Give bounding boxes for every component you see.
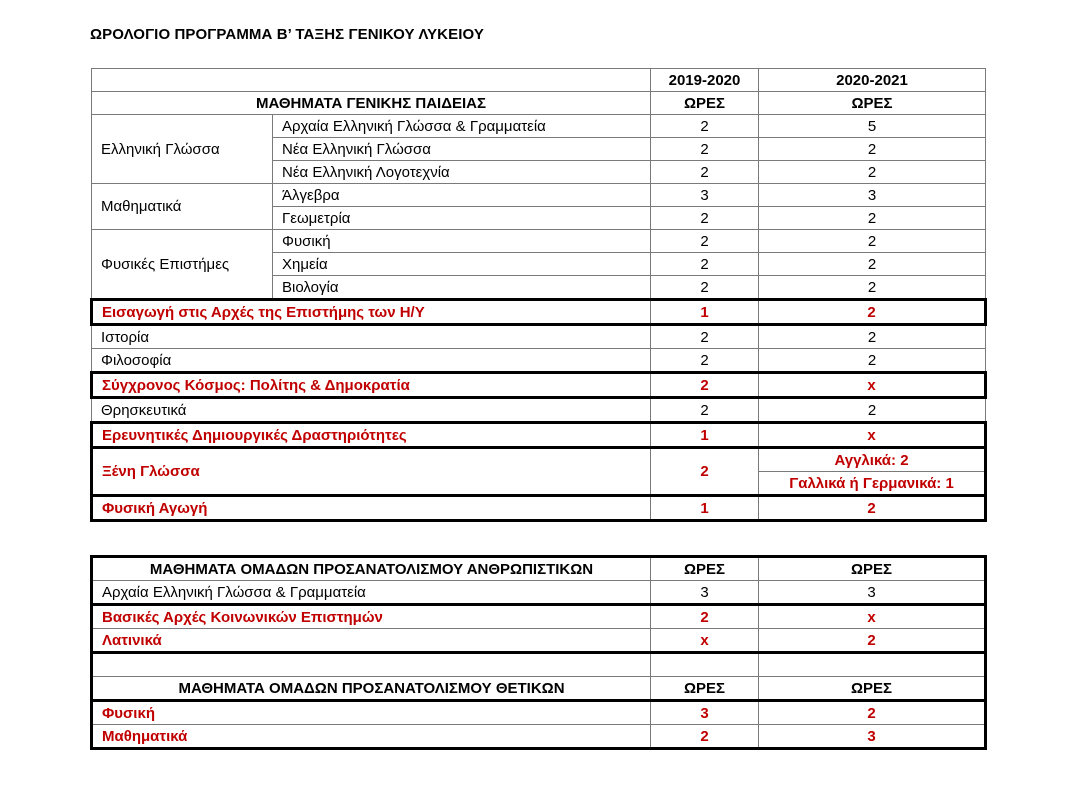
- group-label: Μαθηματικά: [92, 184, 273, 230]
- hours-2019: 1: [651, 496, 759, 521]
- subject-name: Φυσική: [92, 701, 651, 725]
- subject-name: Φυσική: [273, 230, 651, 253]
- hours-2019: 2: [651, 230, 759, 253]
- hours-2019: 1: [651, 423, 759, 448]
- subject-name: Ξένη Γλώσσα: [92, 448, 651, 496]
- hours-2019: 2: [651, 207, 759, 230]
- hours-label: ΩΡΕΣ: [759, 557, 986, 581]
- science-heading: ΜΑΘΗΜΑΤΑ ΟΜΑΔΩΝ ΠΡΟΣΑΝΑΤΟΛΙΣΜΟΥ ΘΕΤΙΚΩΝ: [92, 677, 651, 701]
- general-education-table: [90, 68, 987, 522]
- hours-2019: 2: [651, 253, 759, 276]
- hours-2020: 3: [759, 725, 986, 749]
- general-education-heading: ΜΑΘΗΜΑΤΑ ΓΕΝΙΚΗΣ ΠΑΙΔΕΙΑΣ: [92, 92, 651, 115]
- spacer-row: [92, 653, 986, 677]
- table-row: [92, 349, 986, 373]
- group-label: Ελληνική Γλώσσα: [92, 115, 273, 184]
- subject-name: Θρησκευτικά: [92, 398, 651, 423]
- hours-label: ΩΡΕΣ: [651, 677, 759, 701]
- orientation-groups-table: [90, 555, 987, 750]
- hours-2020: 2: [759, 207, 986, 230]
- section-header-row: [92, 677, 986, 701]
- hours-2019: 3: [651, 581, 759, 605]
- subject-name: Βιολογία: [273, 276, 651, 300]
- hours-2019: 2: [651, 325, 759, 349]
- hours-2019: 2: [651, 138, 759, 161]
- subject-name: Μαθηματικά: [92, 725, 651, 749]
- highlighted-row: [92, 448, 986, 472]
- hours-2019: 2: [651, 161, 759, 184]
- hours-2019: 2: [651, 605, 759, 629]
- subject-name: Εισαγωγή στις Αρχές της Επιστήμης των Η/Υ: [92, 300, 651, 325]
- hours-2020: x: [759, 605, 986, 629]
- blank-cell: [92, 69, 651, 92]
- hours-2019: 1: [651, 300, 759, 325]
- hours-2019: 3: [651, 184, 759, 207]
- hours-2020: 2: [759, 253, 986, 276]
- hours-label: ΩΡΕΣ: [759, 677, 986, 701]
- hours-2020: 2: [759, 398, 986, 423]
- hours-2020: 2: [759, 138, 986, 161]
- year-2019-2020: 2019-2020: [651, 69, 759, 92]
- hours-2020: 3: [759, 184, 986, 207]
- hours-2020-english: Αγγλικά: 2: [759, 448, 986, 472]
- hours-2020: 2: [759, 300, 986, 325]
- hours-2020: 2: [759, 701, 986, 725]
- group-label: Φυσικές Επιστήμες: [92, 230, 273, 300]
- subject-name: Νέα Ελληνική Λογοτεχνία: [273, 161, 651, 184]
- highlighted-row: [92, 373, 986, 398]
- table-row: [92, 325, 986, 349]
- hours-label: ΩΡΕΣ: [759, 92, 986, 115]
- table-row: [92, 398, 986, 423]
- table-row: [92, 581, 986, 605]
- table-row: [92, 230, 986, 253]
- hours-2020: 2: [759, 349, 986, 373]
- hours-2020: 2: [759, 161, 986, 184]
- hours-2019: 3: [651, 701, 759, 725]
- blank-cell: [92, 653, 651, 677]
- hours-label: ΩΡΕΣ: [651, 92, 759, 115]
- subject-name: Χημεία: [273, 253, 651, 276]
- hours-2020: 2: [759, 325, 986, 349]
- hours-2019: 2: [651, 276, 759, 300]
- hours-2020: 2: [759, 496, 986, 521]
- hours-label: ΩΡΕΣ: [651, 557, 759, 581]
- hours-2019: 2: [651, 115, 759, 138]
- year-2020-2021: 2020-2021: [759, 69, 986, 92]
- table-row: [92, 115, 986, 138]
- hours-2019: 2: [651, 448, 759, 496]
- subject-name: Λατινικά: [92, 629, 651, 653]
- highlighted-row: [92, 701, 986, 725]
- hours-2020: x: [759, 423, 986, 448]
- highlighted-row: [92, 629, 986, 653]
- subject-name: Αρχαία Ελληνική Γλώσσα & Γραμματεία: [273, 115, 651, 138]
- blank-cell: [651, 653, 759, 677]
- subject-name: Ερευνητικές Δημιουργικές Δραστηριότητες: [92, 423, 651, 448]
- hours-2019: 2: [651, 373, 759, 398]
- hours-2020-french-german: Γαλλικά ή Γερμανικά: 1: [759, 472, 986, 496]
- subject-name: Άλγεβρα: [273, 184, 651, 207]
- table-row: [92, 184, 986, 207]
- section-header-row: [92, 92, 986, 115]
- subject-name: Φιλοσοφία: [92, 349, 651, 373]
- hours-2019: 2: [651, 349, 759, 373]
- subject-name: Φυσική Αγωγή: [92, 496, 651, 521]
- year-header-row: [92, 69, 986, 92]
- subject-name: Αρχαία Ελληνική Γλώσσα & Γραμματεία: [92, 581, 651, 605]
- highlighted-row: [92, 605, 986, 629]
- hours-2020: 5: [759, 115, 986, 138]
- page-title: ΩΡΟΛΟΓΙΟ ΠΡΟΓΡΑΜΜΑ Β’ ΤΑΞΗΣ ΓΕΝΙΚΟΥ ΛΥΚΕΙΟΥ: [90, 26, 484, 43]
- subject-name: Νέα Ελληνική Γλώσσα: [273, 138, 651, 161]
- hours-2020: 2: [759, 230, 986, 253]
- highlighted-row: [92, 423, 986, 448]
- hours-2020: 2: [759, 629, 986, 653]
- hours-2019: 2: [651, 398, 759, 423]
- highlighted-row: [92, 496, 986, 521]
- subject-name: Σύγχρονος Κόσμος: Πολίτης & Δημοκρατία: [92, 373, 651, 398]
- hours-2019: 2: [651, 725, 759, 749]
- highlighted-row: [92, 300, 986, 325]
- section-header-row: [92, 557, 986, 581]
- hours-2020: x: [759, 373, 986, 398]
- hours-2020: 2: [759, 276, 986, 300]
- humanities-heading: ΜΑΘΗΜΑΤΑ ΟΜΑΔΩΝ ΠΡΟΣΑΝΑΤΟΛΙΣΜΟΥ ΑΝΘΡΩΠΙΣΤΙΚΩΝ: [92, 557, 651, 581]
- highlighted-row: [92, 725, 986, 749]
- subject-name: Βασικές Αρχές Κοινωνικών Επιστημών: [92, 605, 651, 629]
- blank-cell: [759, 653, 986, 677]
- subject-name: Γεωμετρία: [273, 207, 651, 230]
- subject-name: Ιστορία: [92, 325, 651, 349]
- hours-2020: 3: [759, 581, 986, 605]
- hours-2019: x: [651, 629, 759, 653]
